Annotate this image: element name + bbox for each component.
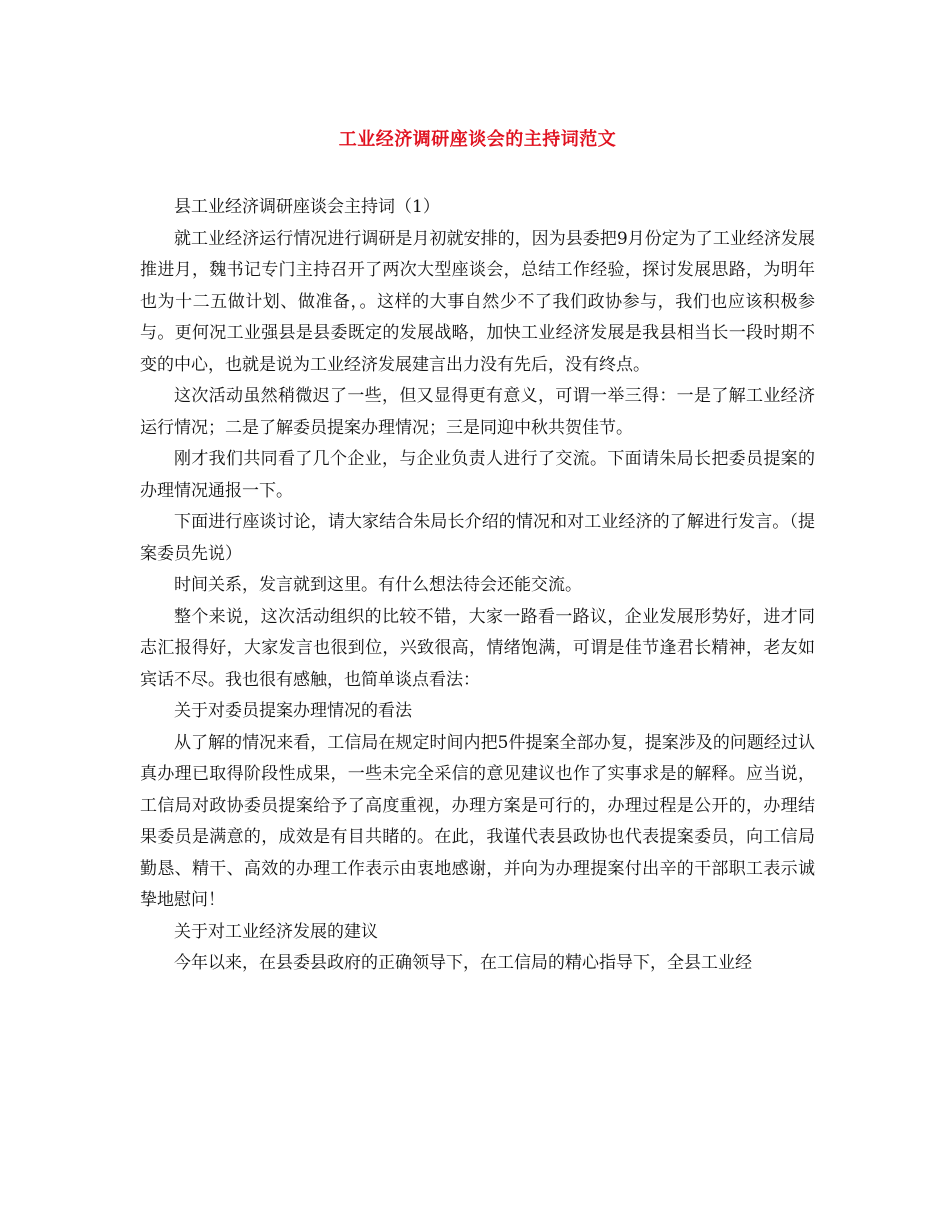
document-body [140,192,815,980]
section-heading: 关于对委员提案办理情况的看法 [174,701,412,721]
paragraph: 今年以来，在县委县政府的正确领导下，在工信局的精心指导下，全县工业经 [174,953,752,973]
paragraph: 就工业经济运行情况进行调研是月初就安排的，因为县委把9月份定为了工业经济发展推进月，魏书记专门主持召开了两次大型座谈会，总结工作经验，探讨发展思路，为明年也为十二五做计划、做准备，。这样的大事自然少不了我们政协参与，我们也应该积极参与。更何况工业强县是县委既定的发展战略，加快工业经济发展是我县相当长一段时期不变的中心，也就是说为工业经济发展建言出力没有先后，没有终点。 [140,228,815,375]
paragraph-subtitle: 县工业经济调研座谈会主持词（1） [174,197,440,217]
paragraph: 整个来说，这次活动组织的比较不错，大家一路看一路议，企业发展形势好，进才同志汇报得好，大家发言也很到位，兴致很高，情绪饱满，可谓是佳节逢君长精神，老友如宾话不尽。我也很有感触，也简单谈点看法： [140,606,815,690]
paragraph: 从了解的情况来看，工信局在规定时间内把5件提案全部办复，提案涉及的问题经过认真办理已取得阶段性成果，一些未完全采信的意见建议也作了实事求是的解释。应当说，工信局对政协委员提案给予了高度重视，办理方案是可行的，办理过程是公开的，办理结果委员是满意的，成效是有目共睹的。在此，我谨代表县政协也代表提案委员，向工信局勤恳、精干、高效的办理工作表示由衷地感谢，并向为办理提案付出辛的干部职工表示诚挚地慰问！ [140,732,815,910]
paragraph: 下面进行座谈讨论，请大家结合朱局长介绍的情况和对工业经济的了解进行发言。（提案委员先说） [140,512,815,564]
document-title: 工业经济调研座谈会的主持词范文 [338,129,617,150]
paragraph: 刚才我们共同看了几个企业，与企业负责人进行了交流。下面请朱局长把委员提案的办理情况通报一下。 [140,449,815,501]
paragraph: 这次活动虽然稍微迟了一些，但又显得更有意义，可谓一举三得：一是了解工业经济运行情况；二是了解委员提案办理情况；三是同迎中秋共贺佳节。 [140,386,815,438]
paragraph: 时间关系，发言就到这里。有什么想法待会还能交流。 [174,575,582,595]
section-heading: 关于对工业经济发展的建议 [174,921,378,942]
